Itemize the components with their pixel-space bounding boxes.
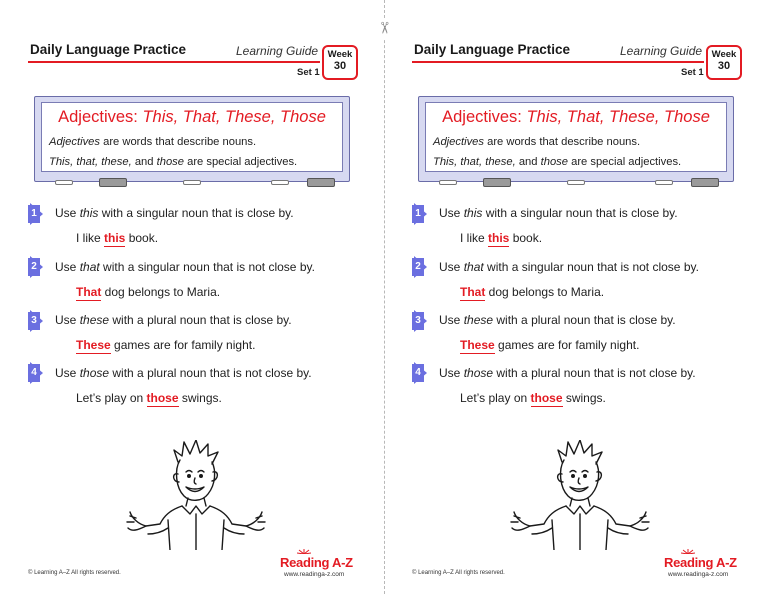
- definition-rest: are words that describe nouns.: [100, 136, 257, 148]
- rule-word: these: [79, 313, 110, 327]
- chalk-tray: [419, 179, 733, 189]
- rule-word: that: [463, 260, 484, 274]
- brand-url: www.readinga-z.com: [284, 571, 345, 578]
- chalk-icon: [55, 180, 73, 185]
- note-terms: This, that, these,: [433, 156, 516, 168]
- rule-text: [55, 313, 292, 327]
- eraser-icon: [99, 178, 127, 187]
- rule-number: 1: [28, 205, 40, 223]
- rule-post: with a plural noun that is not close by.: [493, 366, 696, 380]
- rule-pre: Use: [439, 313, 464, 327]
- set-label: Set 1: [297, 67, 320, 78]
- example-word: These: [76, 338, 111, 352]
- rule-example: [76, 285, 220, 299]
- example-word: this: [104, 231, 126, 245]
- definition-term: Adjectives: [49, 136, 100, 148]
- lesson-note: [49, 156, 297, 168]
- rule-post: with a plural noun that is close by.: [493, 313, 676, 327]
- example-post: book.: [125, 231, 159, 245]
- definition-term: Adjectives: [433, 136, 484, 148]
- rule-example: [460, 391, 606, 405]
- rule-text: [439, 366, 696, 380]
- example-pre: Let’s play on: [76, 391, 147, 405]
- note-rest: are special adjectives.: [567, 156, 682, 168]
- note-term-those: those: [156, 156, 184, 168]
- example-word: those: [530, 391, 563, 405]
- brand-logo: Reading A-Z: [280, 555, 353, 570]
- lesson-title-italic: This, That, These, Those: [526, 108, 710, 126]
- note-and: and: [515, 156, 541, 168]
- rule-word: this: [463, 206, 483, 220]
- logo-rays-icon: [297, 548, 311, 554]
- chalk-icon: [567, 180, 585, 185]
- chalk-tray: [35, 179, 349, 189]
- week-badge: [706, 45, 742, 80]
- rule-number: 3: [28, 312, 40, 330]
- note-and: and: [131, 156, 157, 168]
- example-post: dog belongs to Maria.: [485, 285, 605, 299]
- example-post: dog belongs to Maria.: [101, 285, 221, 299]
- note-term-those: those: [540, 156, 568, 168]
- eraser-icon: [483, 178, 511, 187]
- rule-pre: Use: [55, 313, 80, 327]
- rule-number: 4: [412, 364, 424, 382]
- rule-pre: Use: [55, 366, 80, 380]
- week-label: Week: [327, 49, 353, 60]
- lesson-title-plain: Adjectives:: [58, 108, 143, 126]
- eraser-icon: [307, 178, 335, 187]
- note-rest: are special adjectives.: [183, 156, 298, 168]
- rule-word: those: [463, 366, 494, 380]
- example-pre: I like: [76, 231, 105, 245]
- rule-example: [460, 285, 604, 299]
- logo-rays-icon: [681, 548, 695, 554]
- panel-right: [384, 0, 768, 594]
- rule-post: with a singular noun that is not close by.: [99, 260, 315, 274]
- copyright: © Learning A–Z All rights reserved.: [412, 570, 505, 576]
- rule-text: [439, 313, 676, 327]
- rule-text: [439, 260, 699, 274]
- scissors-icon: ✂: [370, 18, 394, 38]
- set-label: Set 1: [681, 67, 704, 78]
- rule-post: with a plural noun that is close by.: [109, 313, 292, 327]
- rule-pre: Use: [439, 206, 464, 220]
- example-word: this: [488, 231, 510, 245]
- boy-illustration: [126, 440, 266, 550]
- brand-url: www.readinga-z.com: [668, 571, 729, 578]
- rule-text: [55, 260, 315, 274]
- rule-example: [76, 231, 158, 245]
- lesson-title-italic: This, That, These, Those: [142, 108, 326, 126]
- lesson-note: [433, 156, 681, 168]
- rule-example: [460, 231, 542, 245]
- example-post: swings.: [562, 391, 606, 405]
- rule-example: [460, 338, 639, 352]
- header-divider: [28, 61, 320, 63]
- rule-number: 2: [28, 258, 40, 276]
- rule-post: with a plural noun that is not close by.: [109, 366, 312, 380]
- example-pre: Let’s play on: [460, 391, 531, 405]
- lesson-title-plain: Adjectives:: [442, 108, 527, 126]
- example-post: games are for family night.: [494, 338, 640, 352]
- eraser-icon: [691, 178, 719, 187]
- rule-pre: Use: [55, 206, 80, 220]
- example-word: These: [460, 338, 495, 352]
- lesson-title: [426, 108, 726, 127]
- page-title: Daily Language Practice: [30, 42, 187, 57]
- example-post: swings.: [178, 391, 222, 405]
- rule-word: that: [79, 260, 100, 274]
- lesson-title: [42, 108, 342, 127]
- week-number: 30: [717, 60, 731, 72]
- lesson-definition: [433, 136, 640, 148]
- page-title: Daily Language Practice: [414, 42, 571, 57]
- example-pre: I like: [460, 231, 489, 245]
- chalkboard-surface: [425, 102, 727, 172]
- guide-label: Learning Guide: [620, 44, 703, 58]
- rule-example: [76, 391, 222, 405]
- rule-pre: Use: [439, 260, 464, 274]
- rule-text: [55, 206, 294, 220]
- example-word: That: [460, 285, 486, 299]
- rule-word: those: [79, 366, 110, 380]
- boy-illustration: [510, 440, 650, 550]
- rule-number: 2: [412, 258, 424, 276]
- example-word: those: [146, 391, 179, 405]
- rule-text: [439, 206, 678, 220]
- chalkboard: [34, 96, 350, 182]
- week-number: 30: [333, 60, 347, 72]
- rule-post: with a singular noun that is not close by.: [483, 260, 699, 274]
- rule-pre: Use: [55, 260, 80, 274]
- copyright: © Learning A–Z All rights reserved.: [28, 570, 121, 576]
- rule-word: these: [463, 313, 494, 327]
- definition-rest: are words that describe nouns.: [484, 136, 641, 148]
- guide-label: Learning Guide: [236, 44, 319, 58]
- week-label: Week: [711, 49, 737, 60]
- rule-post: with a singular noun that is close by.: [98, 206, 294, 220]
- chalk-icon: [655, 180, 673, 185]
- example-post: games are for family night.: [110, 338, 256, 352]
- chalk-icon: [439, 180, 457, 185]
- example-word: That: [76, 285, 102, 299]
- chalkboard-surface: [41, 102, 343, 172]
- example-post: book.: [509, 231, 543, 245]
- chalk-icon: [271, 180, 289, 185]
- rule-number: 3: [412, 312, 424, 330]
- note-terms: This, that, these,: [49, 156, 132, 168]
- rule-text: [55, 366, 312, 380]
- week-badge: [322, 45, 358, 80]
- rule-pre: Use: [439, 366, 464, 380]
- brand-logo: Reading A-Z: [664, 555, 737, 570]
- rule-number: 1: [412, 205, 424, 223]
- rule-example: [76, 338, 255, 352]
- chalk-icon: [183, 180, 201, 185]
- rule-number: 4: [28, 364, 40, 382]
- rule-post: with a singular noun that is close by.: [482, 206, 678, 220]
- chalkboard: [418, 96, 734, 182]
- header-divider: [412, 61, 704, 63]
- lesson-definition: [49, 136, 256, 148]
- rule-word: this: [79, 206, 99, 220]
